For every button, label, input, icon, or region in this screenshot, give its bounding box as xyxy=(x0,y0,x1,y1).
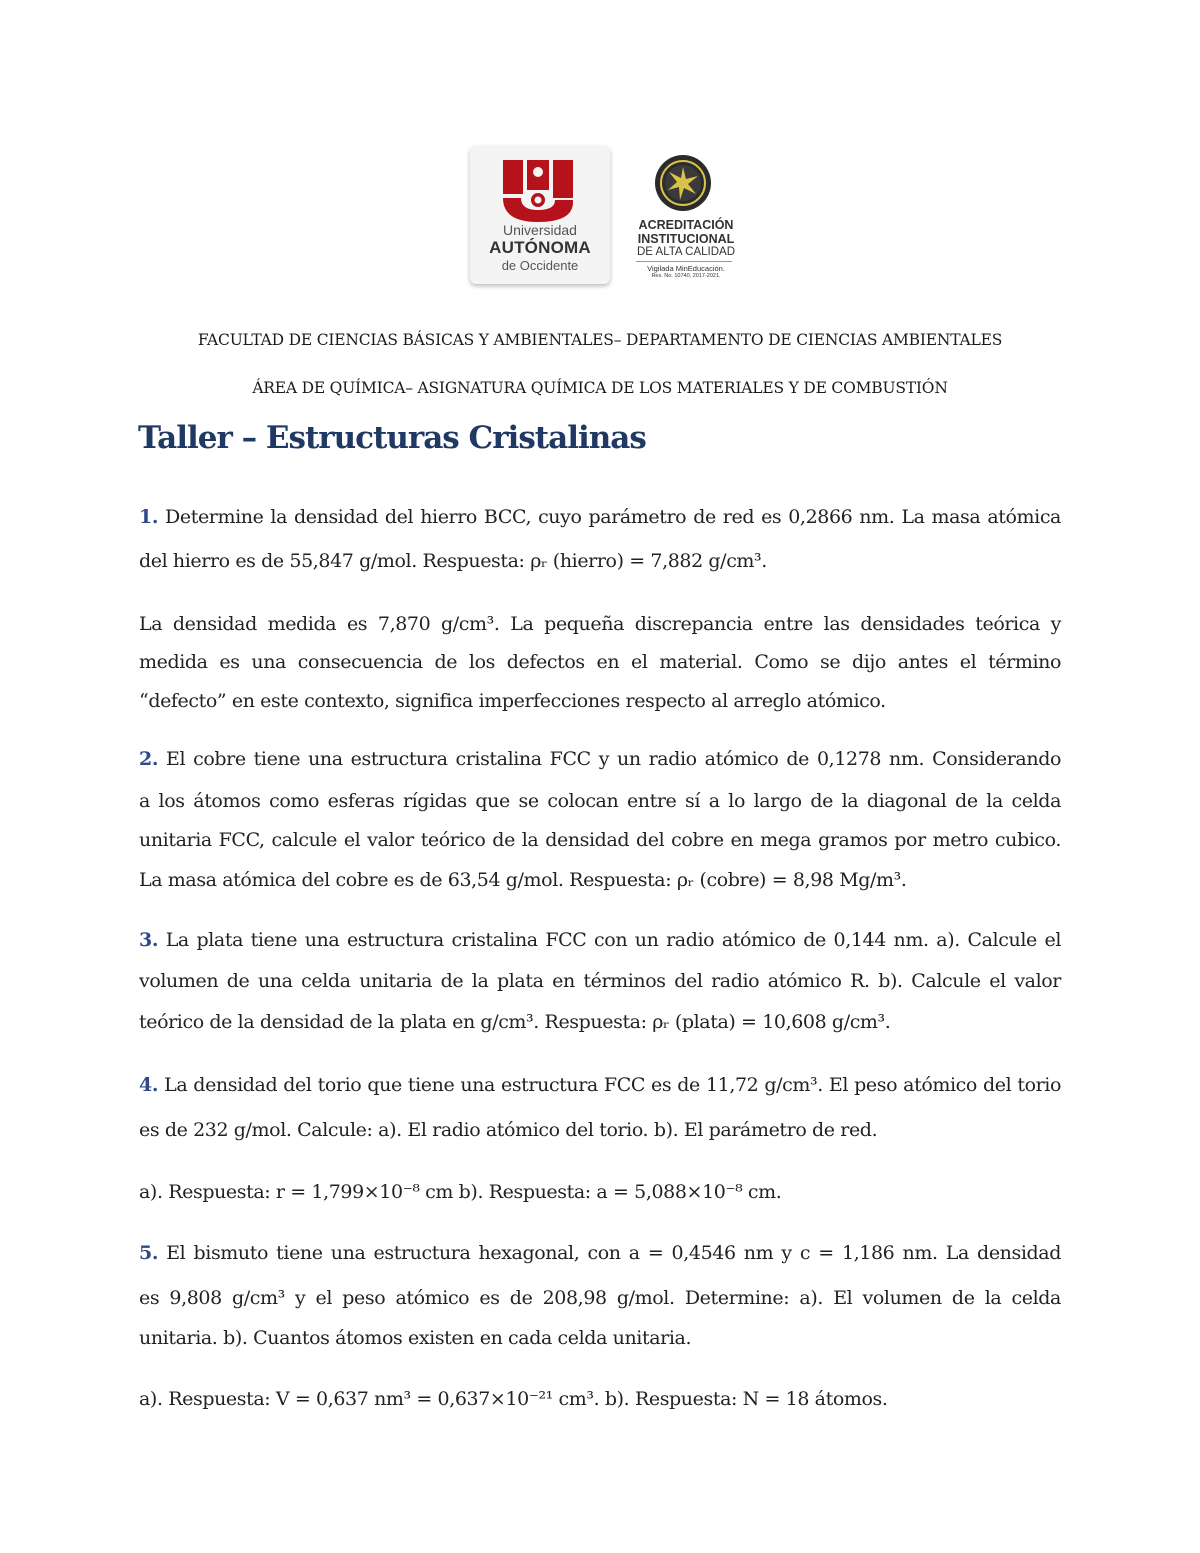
area-heading: ÁREA DE QUÍMICA– ASIGNATURA QUÍMICA DE LOS MATERIALES Y DE COMBUSTIÓN xyxy=(252,379,948,397)
problem-3-line2: volumen de una celda unitaria de la plata en términos del radio atómico R. b). Calcule el valor xyxy=(139,970,1061,992)
problem-2-line2: a los átomos como esferas rígidas que se colocan entre sí a lo largo de la diagonal de la celda xyxy=(139,790,1061,812)
problem-3-number: 3. xyxy=(139,929,159,951)
accreditation-line5: Res. No. 10740, 2017-2021. xyxy=(651,273,721,279)
problem-3-text1: La plata tiene una estructura cristalina FCC con un radio atómico de 0,144 nm. a). Calcule el xyxy=(165,929,1061,951)
university-logo-mark xyxy=(503,160,577,222)
problem-1-note1: La densidad medida es 7,870 g/cm³. La pequeña discrepancia entre las densidades teórica y xyxy=(139,613,1061,635)
faculty-heading: FACULTAD DE CIENCIAS BÁSICAS Y AMBIENTALES– DEPARTAMENTO DE CIENCIAS AMBIENTALES xyxy=(197,331,1003,349)
accreditation-seal-icon xyxy=(654,154,712,212)
accreditation-line4: Vigilada MinEducación. xyxy=(647,264,725,273)
university-logo-line2: AUTÓNOMA xyxy=(489,238,591,257)
problem-1-note2: medida es una consecuencia de los defectos en el material. Como se dijo antes el término xyxy=(139,651,1061,673)
university-logo-line3: de Occidente xyxy=(501,258,579,273)
problem-1-note3: “defecto” en este contexto, significa imperfecciones respecto al arreglo atómico. xyxy=(139,690,886,712)
problem-4-number: 4. xyxy=(139,1074,159,1096)
university-logo-line1: Universidad xyxy=(503,222,577,238)
problem-5-line3: unitaria. b). Cuantos átomos existen en cada celda unitaria. xyxy=(139,1327,692,1349)
problem-3-line3: teórico de la densidad de la plata en g/cm³. Respuesta: ρᵣ (plata) = 10,608 g/cm³. xyxy=(139,1011,891,1033)
accreditation-divider xyxy=(636,261,732,262)
problem-2-line1 xyxy=(139,748,1061,770)
problem-1-line2: del hierro es de 55,847 g/mol. Respuesta: ρᵣ (hierro) = 7,882 g/cm³. xyxy=(139,550,767,572)
accreditation-line2: INSTITUCIONAL xyxy=(637,232,735,246)
problem-2-line4: La masa atómica del cobre es de 63,54 g/mol. Respuesta: ρᵣ (cobre) = 8,98 Mg/m³. xyxy=(139,869,907,891)
university-logo xyxy=(470,146,610,284)
page-title: Taller – Estructuras Cristalinas xyxy=(138,420,646,456)
problem-5-number: 5. xyxy=(139,1242,159,1264)
problem-2-line3: unitaria FCC, calcule el valor teórico de la densidad del cobre en mega gramos por metro cubico. xyxy=(139,829,1061,851)
problem-5-line2: es 9,808 g/cm³ y el peso atómico es de 208,98 g/mol. Determine: a). El volumen de la celda xyxy=(139,1287,1061,1309)
problem-5-text1: El bismuto tiene una estructura hexagonal, con a = 0,4546 nm y c = 1,186 nm. La densidad xyxy=(166,1242,1061,1264)
problem-3-line1 xyxy=(139,929,1061,951)
problem-5-answer: a). Respuesta: V = 0,637 nm³ = 0,637×10⁻²¹ cm³. b). Respuesta: N = 18 átomos. xyxy=(139,1388,888,1410)
accreditation-line3: DE ALTA CALIDAD xyxy=(637,246,735,258)
problem-4-line1 xyxy=(139,1074,1061,1096)
problem-2-text1: El cobre tiene una estructura cristalina FCC y un radio atómico de 0,1278 nm. Considerando xyxy=(166,748,1061,770)
problem-1-text1: Determine la densidad del hierro BCC, cuyo parámetro de red es 0,2866 nm. La masa atómica xyxy=(165,506,1061,528)
problem-4-answer: a). Respuesta: r = 1,799×10⁻⁸ cm b). Respuesta: a = 5,088×10⁻⁸ cm. xyxy=(139,1181,782,1203)
problem-1-line1 xyxy=(139,506,1061,528)
problem-1-number: 1. xyxy=(139,506,159,528)
problem-2-number: 2. xyxy=(139,748,159,770)
problem-4-line2: es de 232 g/mol. Calcule: a). El radio atómico del torio. b). El parámetro de red. xyxy=(139,1119,878,1141)
accreditation-line1: ACREDITACIÓN xyxy=(638,218,734,232)
problem-5-line1 xyxy=(139,1242,1061,1264)
header-logos xyxy=(0,146,1200,286)
problem-4-text1: La densidad del torio que tiene una estructura FCC es de 11,72 g/cm³. El peso atómico del torio xyxy=(164,1074,1062,1096)
